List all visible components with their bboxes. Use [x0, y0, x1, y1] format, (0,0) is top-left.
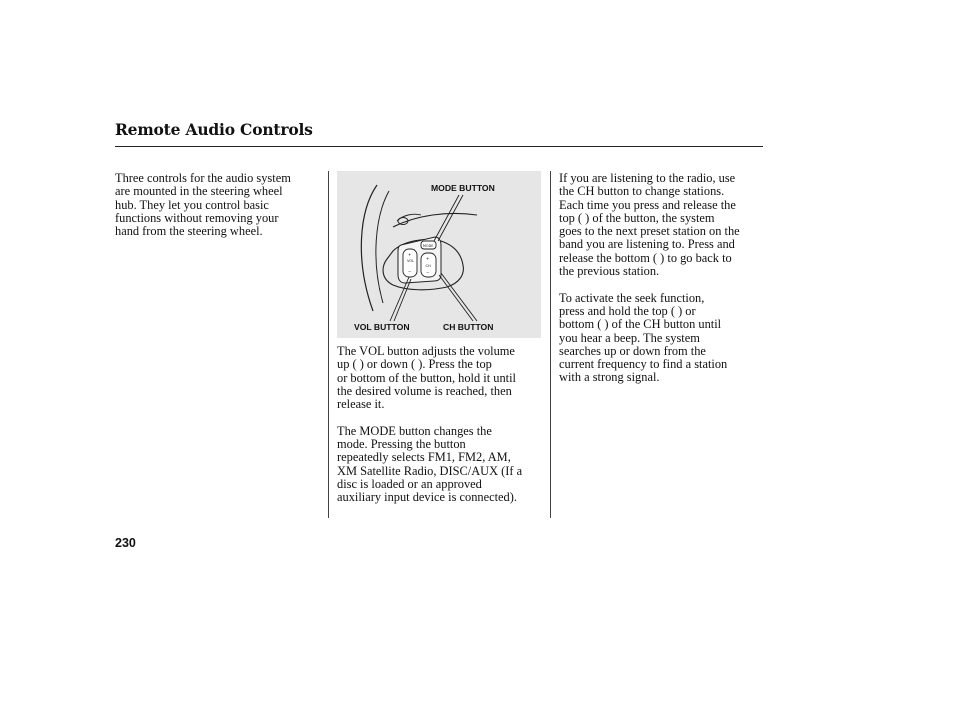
svg-text:+: +: [426, 256, 430, 261]
mode-paragraph: The MODE button changes the mode. Pressing the button repeatedly selects FM1, FM2, AM, XM Satellite Radio, DISC/AUX (If a disc is loaded or an approved auxiliary input device is connected).: [337, 423, 523, 505]
column-2: [337, 345, 545, 518]
svg-text:CH: CH: [425, 264, 431, 268]
svg-text:VOL: VOL: [407, 259, 415, 263]
svg-text:−: −: [408, 269, 412, 274]
vol-button-label: VOL BUTTON: [354, 322, 410, 332]
column-divider-right: [550, 171, 551, 518]
column-1: [115, 172, 320, 252]
svg-text:MODE: MODE: [423, 244, 434, 248]
steering-wheel-figure: [337, 171, 541, 338]
svg-text:+: +: [408, 252, 412, 257]
page-number: 230: [115, 536, 136, 550]
svg-text:−: −: [426, 270, 430, 275]
steering-wheel-controls-illustration-icon: [337, 171, 541, 338]
intro-paragraph: Three controls for the audio system are mounted in the steering wheel hub. They let you control basic functions without removing your hand from the steering wheel.: [115, 171, 291, 239]
ch-button-label: CH BUTTON: [443, 322, 494, 332]
column-divider-left: [328, 171, 329, 518]
seek-paragraph: To activate the seek function, press and hold the top ( ) or bottom ( ) of the CH button until you hear a beep. The system searches up or down from the current frequency to find a station with a strong signal.: [559, 290, 728, 385]
title-divider: [115, 146, 763, 147]
mode-button-label: MODE BUTTON: [431, 183, 495, 193]
page-title: Remote Audio Controls: [115, 120, 313, 139]
ch-paragraph: If you are listening to the radio, use the CH button to change stations. Each time you press and release the top ( ) of the button, the system goes to the next preset station on the band you are listening to. Press and release the bottom ( ) to go back to the previous station.: [559, 171, 740, 279]
vol-paragraph: The VOL button adjusts the volume up ( ) or down ( ). Press the top or bottom of the button, hold it until the desired volume is reached, then release it.: [337, 344, 516, 412]
column-3: [559, 172, 769, 398]
